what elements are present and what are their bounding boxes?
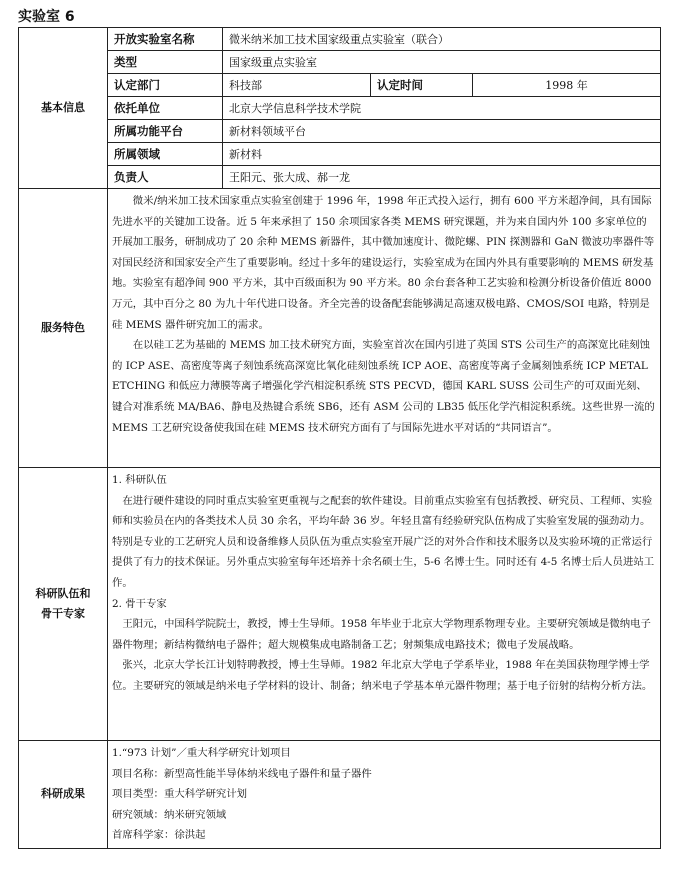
expert-paragraph: 张兴，北京大学长江计划特聘教授，博士生导师。1982 年北京大学电子学系毕业，1988 年在美国获物理学博士学位。主要研究的领域是纳米电子学材料的设计、制备；纳米电子学基本单元器件物理；基于电子衍射的结构分析方法。 [112, 659, 653, 692]
label-lab-name: 开放实验室名称 [108, 28, 223, 51]
value-lab-name: 微米纳米加工技术国家级重点实验室（联合） [223, 28, 661, 51]
label-leader: 负责人 [108, 166, 223, 189]
section-basic-info: 基本信息 [19, 28, 108, 189]
label-host-unit: 依托单位 [108, 97, 223, 120]
section-team [19, 468, 108, 741]
value-approval-time: 1998 年 [473, 74, 661, 97]
result-line: 首席科学家：徐洪起 [112, 829, 206, 842]
label-dept: 认定部门 [108, 74, 223, 97]
results-content [108, 741, 661, 849]
value-field: 新材料 [223, 143, 661, 166]
team-content [108, 468, 661, 741]
result-line: 研究领域：纳米研究领域 [112, 808, 227, 821]
section-results: 科研成果 [19, 741, 108, 849]
lab-info-table [18, 27, 661, 849]
label-approval-time: 认定时间 [371, 74, 473, 97]
expert-paragraph: 王阳元，中国科学院院士，教授，博士生导师。1958 年毕业于北京大学物理系物理专业。主要研究领域是微纳电子器件物理；新结构微纳电子器件；超大规模集成电路制备工艺；射频集成电路技术；微电子发展战略。 [112, 618, 651, 651]
value-type: 国家级重点实验室 [223, 51, 661, 74]
page-title: 实验室 6 [18, 9, 75, 25]
section-team-line2: 骨干专家 [41, 607, 85, 620]
team-heading: 1. 科研队伍 [112, 474, 167, 486]
value-leader: 王阳元、张大成、郝一龙 [223, 166, 661, 189]
team-paragraph: 在进行硬件建设的同时重点实验室更重视与之配套的软件建设。目前重点实验室有包括教授、研究员、工程师、实验师和实验员在内的各类技术人员 30 余名，平均年龄 36 岁。年轻且富有经验研究队伍构成了实验室发展的强劲动力。特别是专业的工艺研究人员和设备维修人员队伍为重点实验室开展广泛的对外合作和技术服务以及实验环境的正常运行提供了有力的技术保证。另外重点实验室每年还培养十余名硕士生，5-6 名博士生。同时还有 4-5 名博士后人员进站工作。 [112, 494, 655, 589]
result-line: 项目类型：重大科学研究计划 [112, 788, 248, 801]
experts-heading: 2. 骨干专家 [112, 597, 167, 610]
service-content [108, 189, 661, 468]
result-line: 项目名称：新型高性能半导体纳米线电子器件和量子器件 [112, 767, 372, 780]
section-team-line1: 科研队伍和 [35, 587, 91, 600]
value-platform: 新材料领域平台 [223, 120, 661, 143]
value-host-unit: 北京大学信息科学技术学院 [223, 97, 661, 120]
service-paragraph: 在以硅工艺为基础的 MEMS 加工技术研究方面，实验室首次在国内引进了英国 STS 公司生产的高深宽比硅刻蚀的 ICP ASE、高密度等离子刻蚀系统高深宽比氧化硅刻蚀系统 ICP AOE、高密度等离子金属刻蚀系统 ICP METAL ETCHING 和低应力薄膜等离子增强化学汽相淀积系统 STS PECVD，德国 KARL SUSS 公司生产的可双面光刻、键合对准系统 MA/BA6、静电及热键合系统 SB6，还有 ASM 公司的 LB35 低压化学汽相淀积系统。这些世界一流的 MEMS 工艺研究设备使我国在硅 MEMS 技术研究方面有了与国际先进水平对话的“共同语言”。 [112, 339, 655, 434]
label-field: 所属领域 [108, 143, 223, 166]
label-type: 类型 [108, 51, 223, 74]
service-paragraph: 微米/纳米加工技术国家重点实验室创建于 1996 年，1998 年正式投入运行，拥有 600 平方米超净间，具有国际先进水平的关键加工设备。近 5 年来承担了 150 余项国家各类 MEMS 研究课题，并为来自国内外 100 多家单位的开展加工服务，研制成功了 20 余种 MEMS 新器件，其中微加速度计、微陀螺、PIN 探测器和 GaN 微波功率器件等对国民经济和国家安全产生了重要影响。经过十多年的建设运行，实验室成为在国内外具有重要影响的 MEMS 研发基地。实验室有超净间 900 平方米，其中百级面积为 90 平方米。80 余台套各种工艺实验和检测分析设备价值近 8000 万元，其中百分之 80 为九十年代进口设备。齐全完善的设备配套能够满足高速双极电路、CMOS/SOI 电路，特别是硅 MEMS 器件研究加工的需求。 [112, 195, 655, 331]
result-line: 1.“973 计划”／重大科学研究计划项目 [112, 747, 291, 759]
label-platform: 所属功能平台 [108, 120, 223, 143]
value-dept: 科技部 [223, 74, 371, 97]
section-service: 服务特色 [19, 189, 108, 468]
